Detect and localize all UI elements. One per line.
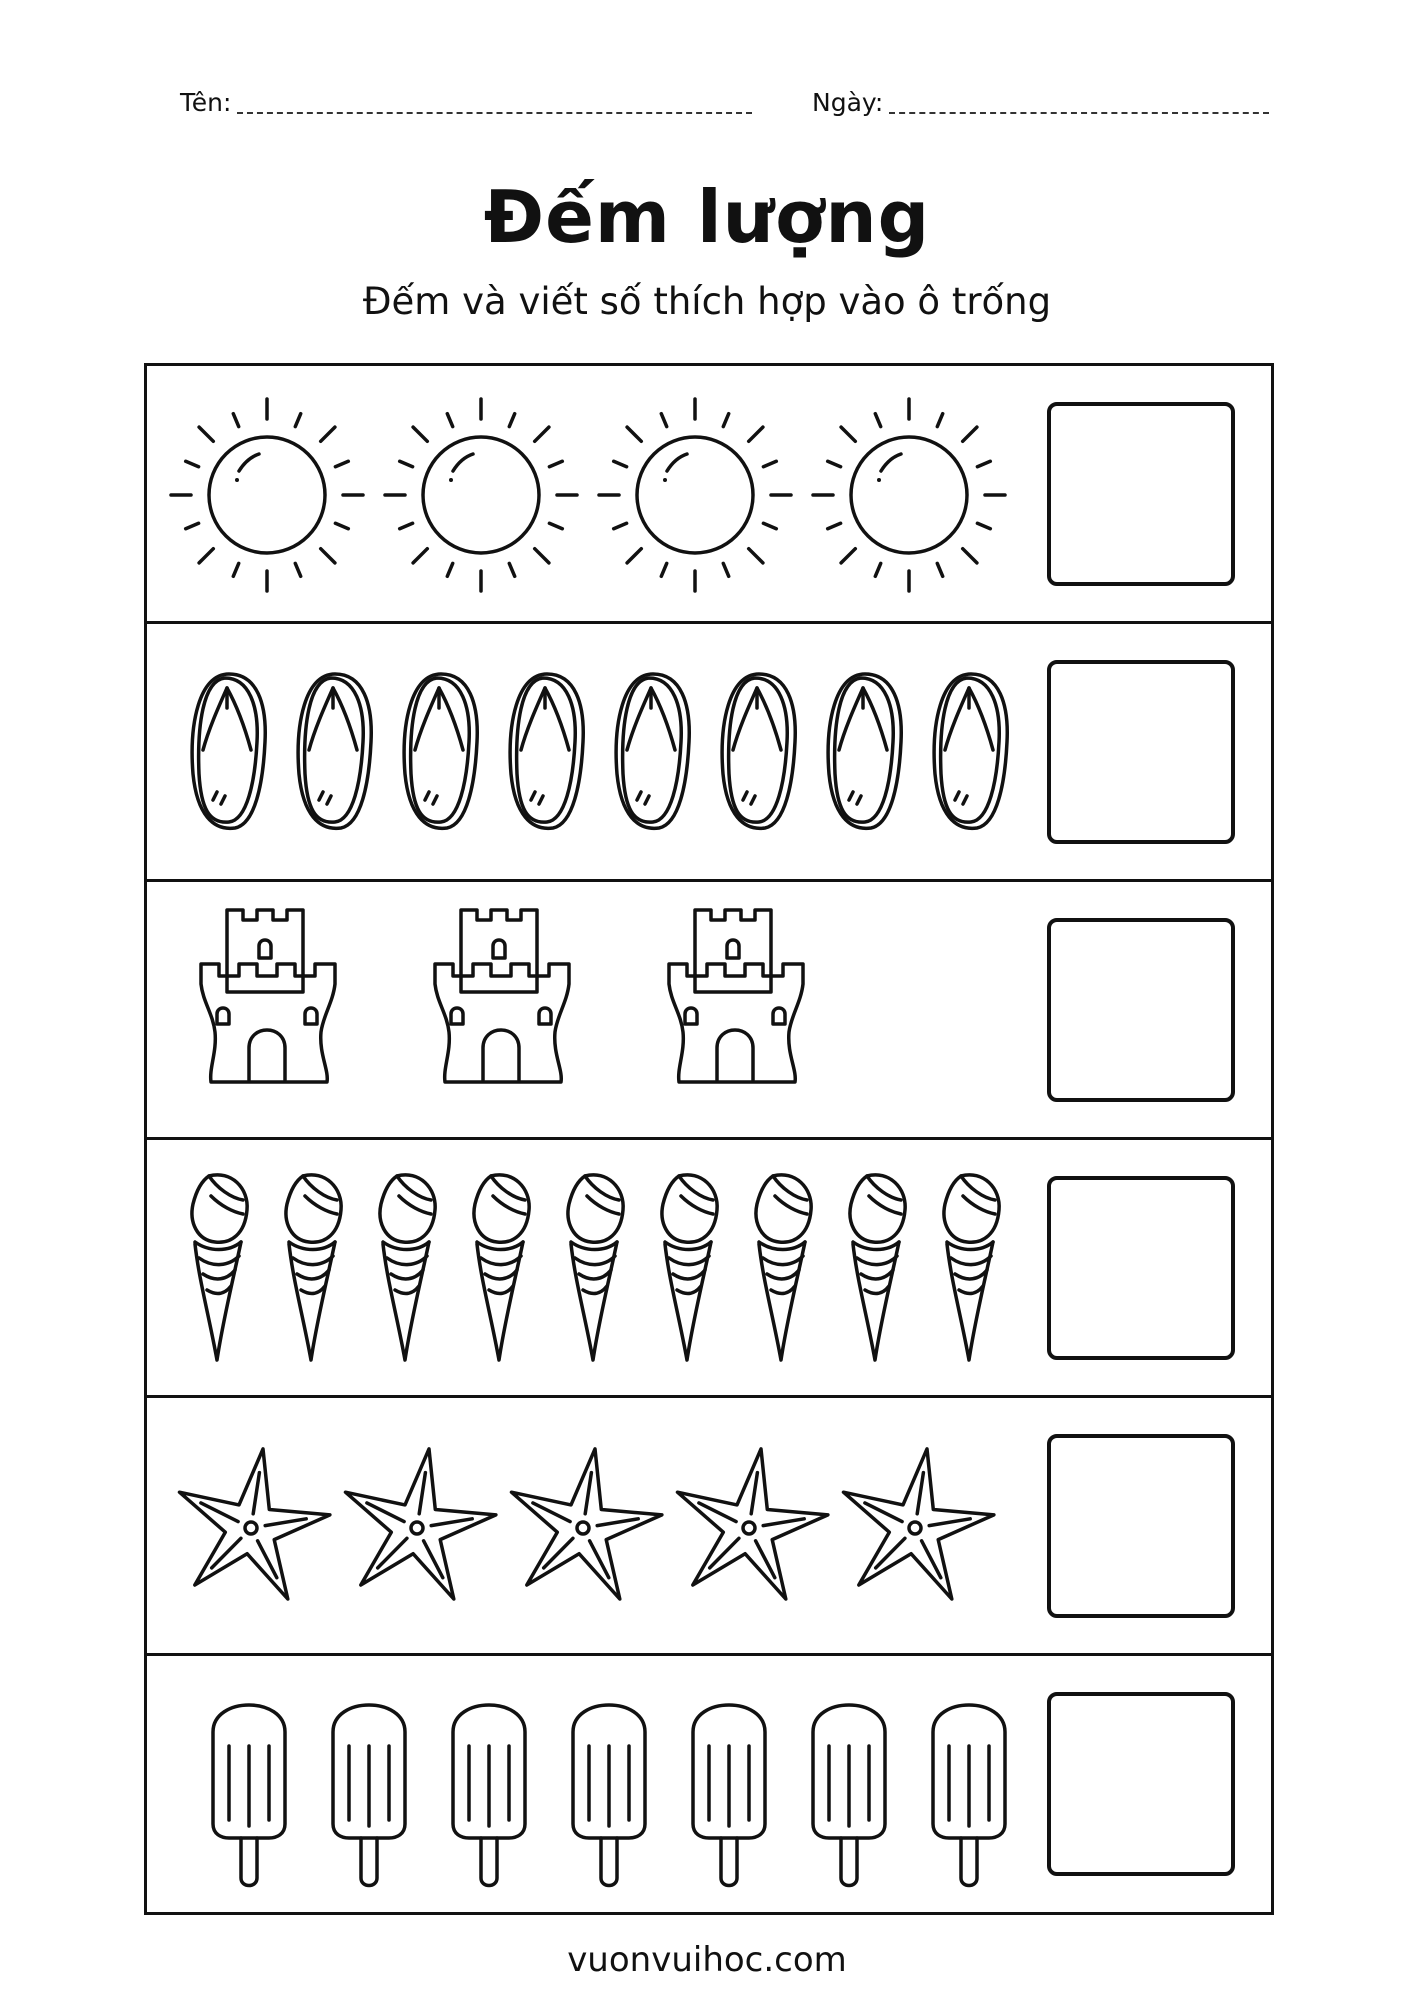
counting-row (147, 1140, 1271, 1398)
sandcastle-icon (187, 882, 367, 1140)
popsicle-icon (425, 1656, 553, 1914)
flip-flop-icon (391, 624, 491, 882)
answer-box[interactable] (1047, 1434, 1235, 1618)
answer-box[interactable] (1047, 1692, 1235, 1876)
answer-box[interactable] (1047, 918, 1235, 1102)
sun-icon (809, 366, 1009, 624)
sun-icon (595, 366, 795, 624)
counting-row (147, 366, 1271, 624)
name-field[interactable] (180, 88, 752, 117)
counting-row (147, 882, 1271, 1140)
answer-box[interactable] (1047, 1176, 1235, 1360)
counting-row (147, 1656, 1271, 1914)
starfish-icon (665, 1398, 833, 1656)
flip-flop-icon (603, 624, 703, 882)
sun-icon (167, 366, 367, 624)
popsicle-icon (665, 1656, 793, 1914)
date-label: Ngày: (812, 88, 884, 117)
popsicle-icon (905, 1656, 1033, 1914)
date-field[interactable] (812, 88, 1269, 117)
popsicle-icon (305, 1656, 433, 1914)
seashell-icon (263, 1140, 357, 1398)
seashell-icon (733, 1140, 827, 1398)
name-label: Tên: (180, 88, 232, 117)
starfish-icon (167, 1398, 335, 1656)
counting-row (147, 1398, 1271, 1656)
flip-flop-icon (285, 624, 385, 882)
starfish-icon (831, 1398, 999, 1656)
name-blank-line[interactable] (237, 112, 752, 114)
flip-flop-icon (709, 624, 809, 882)
sandcastle-icon (655, 882, 835, 1140)
flip-flop-icon (921, 624, 1021, 882)
instructions: Đếm và viết số thích hợp vào ô trống (362, 280, 1052, 323)
seashell-icon (451, 1140, 545, 1398)
sun-icon (381, 366, 581, 624)
seashell-icon (169, 1140, 263, 1398)
seashell-icon (357, 1140, 451, 1398)
answer-box[interactable] (1047, 402, 1235, 586)
counting-row (147, 624, 1271, 882)
popsicle-icon (545, 1656, 673, 1914)
flip-flop-icon (815, 624, 915, 882)
flip-flop-icon (497, 624, 597, 882)
footer-website: vuonvuihoc.com (567, 1940, 847, 1980)
starfish-icon (499, 1398, 667, 1656)
seashell-icon (639, 1140, 733, 1398)
date-blank-line[interactable] (889, 112, 1269, 114)
popsicle-icon (785, 1656, 913, 1914)
page-title: Đếm lượng (483, 175, 931, 259)
flip-flop-icon (179, 624, 279, 882)
starfish-icon (333, 1398, 501, 1656)
seashell-icon (827, 1140, 921, 1398)
answer-box[interactable] (1047, 660, 1235, 844)
popsicle-icon (185, 1656, 313, 1914)
seashell-icon (545, 1140, 639, 1398)
sandcastle-icon (421, 882, 601, 1140)
seashell-icon (921, 1140, 1015, 1398)
counting-grid (144, 363, 1274, 1915)
